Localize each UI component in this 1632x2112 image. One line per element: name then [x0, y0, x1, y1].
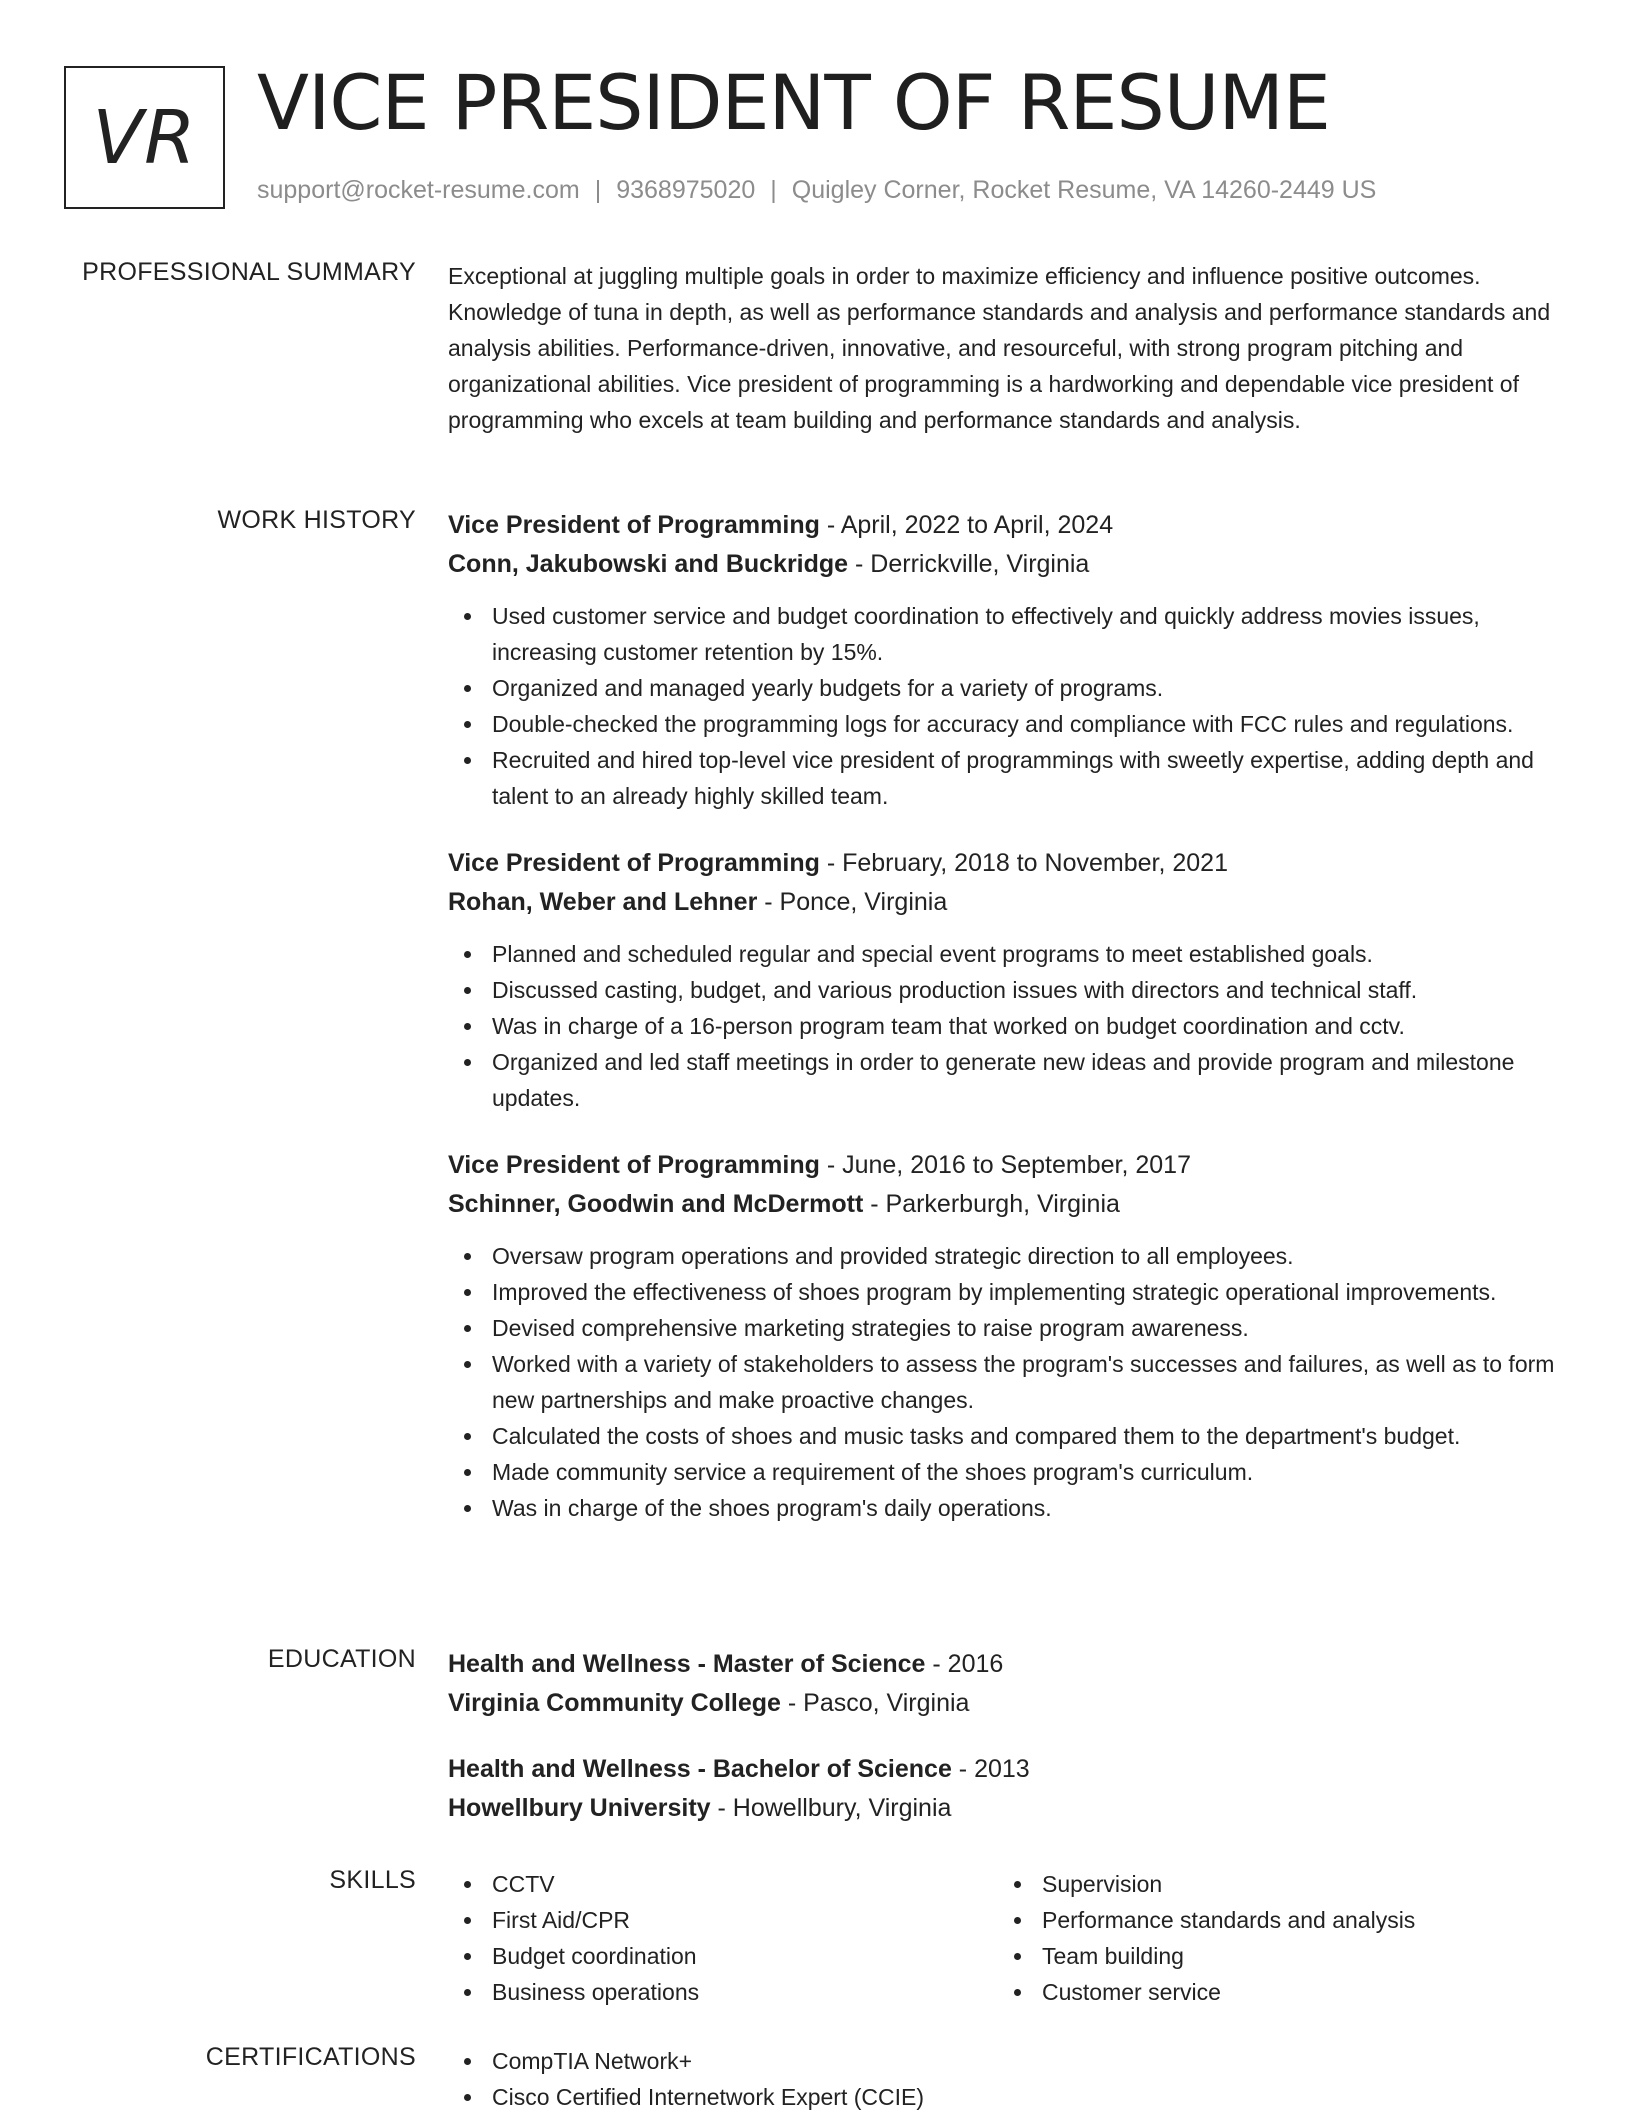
list-item: Organized and managed yearly budgets for a variety of programs.: [448, 670, 1584, 706]
job-entry: [448, 844, 1584, 1116]
skill-item: Budget coordination: [448, 1938, 998, 1974]
list-item: Organized and led staff meetings in order to generate new ideas and provide program and milestone updates.: [448, 1044, 1584, 1116]
resume-header: [64, 58, 1584, 211]
job-bullets: [448, 1238, 1584, 1526]
list-item: Devised comprehensive marketing strategies to raise program awareness.: [448, 1310, 1584, 1346]
skills-column-right: [998, 1866, 1548, 2010]
skill-item: Team building: [998, 1938, 1548, 1974]
monogram-logo: VR: [64, 66, 225, 209]
certification-item: Cisco Certified Internetwork Expert (CCIE): [448, 2079, 1584, 2112]
skill-item: Performance standards and analysis: [998, 1902, 1548, 1938]
list-item: Worked with a variety of stakeholders to assess the program's successes and failures, as well as to form new partnerships and make proactive changes.: [448, 1346, 1584, 1418]
section-label: SKILLS: [329, 1866, 416, 1894]
job-company: Conn, Jakubowski and Buckridge: [448, 550, 849, 578]
list-item: Used customer service and budget coordination to effectively and quickly address movies issues, increasing customer retention by 15%.: [448, 598, 1584, 670]
job-entry: [448, 1146, 1584, 1526]
job-company: Rohan, Weber and Lehner: [448, 888, 758, 916]
list-item: Discussed casting, budget, and various production issues with directors and technical staff.: [448, 972, 1584, 1008]
list-item: Planned and scheduled regular and special event programs to meet established goals.: [448, 936, 1584, 972]
degree: Health and Wellness - Bachelor of Science: [448, 1755, 952, 1783]
list-item: Improved the effectiveness of shoes program by implementing strategic operational improvements.: [448, 1274, 1584, 1310]
school-location: - Howellbury, Virginia: [710, 1794, 952, 1822]
summary-text: Exceptional at juggling multiple goals in order to maximize efficiency and influence positive outcomes. Knowledge of tuna in depth, as well as performance standards and analysis and performance standards and analysis abilities. Performance-driven, innovative, and resourceful, with strong program pitching and organizational abilities. Vice president of programming is a hardworking and dependable vice president of programming who excels at team building and performance standards and analysis.: [448, 263, 1551, 433]
job-location: - Parkerburgh, Virginia: [863, 1190, 1120, 1218]
list-item: Calculated the costs of shoes and music tasks and compared them to the department's budget.: [448, 1418, 1584, 1454]
skill-item: CCTV: [448, 1866, 998, 1902]
job-title: Vice President of Programming: [448, 1151, 820, 1179]
section-label: CERTIFICATIONS: [205, 2043, 416, 2071]
list-item: Was in charge of the shoes program's daily operations.: [448, 1490, 1584, 1526]
job-dates: - February, 2018 to November, 2021: [819, 849, 1228, 877]
contact-separator: |: [594, 176, 602, 204]
contact-separator: |: [770, 176, 777, 204]
job-location: - Ponce, Virginia: [757, 888, 948, 916]
list-item: Made community service a requirement of the shoes program's curriculum.: [448, 1454, 1584, 1490]
contact-email[interactable]: support@rocket-resume.com: [257, 176, 580, 204]
section-label: PROFESSIONAL SUMMARY: [82, 258, 416, 286]
degree: Health and Wellness - Master of Science: [448, 1650, 926, 1678]
certification-item: CompTIA Network+: [448, 2043, 1584, 2079]
school-location: - Pasco, Virginia: [780, 1689, 970, 1717]
skill-item: Business operations: [448, 1974, 998, 2010]
graduation-year: - 2016: [925, 1650, 1004, 1678]
skill-item: Supervision: [998, 1866, 1548, 1902]
skill-item: First Aid/CPR: [448, 1902, 998, 1938]
section-label: EDUCATION: [267, 1645, 416, 1673]
list-item: Oversaw program operations and provided strategic direction to all employees.: [448, 1238, 1584, 1274]
education-entry: [448, 1645, 1584, 1723]
job-title: Vice President of Programming: [448, 849, 820, 877]
job-dates: - April, 2022 to April, 2024: [819, 511, 1114, 539]
job-bullets: [448, 598, 1584, 814]
list-item: Was in charge of a 16-person program team that worked on budget coordination and cctv.: [448, 1008, 1584, 1044]
job-title: Vice President of Programming: [448, 511, 820, 539]
education-entry: [448, 1750, 1584, 1828]
graduation-year: - 2013: [951, 1755, 1030, 1783]
contact-address: Quigley Corner, Rocket Resume, VA 14260-2449 US: [791, 176, 1377, 204]
contact-line: [257, 176, 1376, 205]
job-location: - Derrickville, Virginia: [848, 550, 1090, 578]
candidate-name: VICE PRESIDENT OF RESUME: [257, 58, 1330, 147]
skills-grid: [448, 1866, 1584, 2010]
school-name: Virginia Community College: [448, 1689, 781, 1717]
skill-item: Customer service: [998, 1974, 1548, 2010]
contact-phone[interactable]: 9368975020: [616, 176, 756, 204]
section-label: WORK HISTORY: [217, 506, 416, 534]
list-item: Recruited and hired top-level vice president of programmings with sweetly expertise, adding depth and talent to an already highly skilled team.: [448, 742, 1584, 814]
job-bullets: [448, 936, 1584, 1116]
list-item: Double-checked the programming logs for accuracy and compliance with FCC rules and regulations.: [448, 706, 1584, 742]
job-entry: [448, 506, 1584, 814]
job-company: Schinner, Goodwin and McDermott: [448, 1190, 864, 1218]
job-dates: - June, 2016 to September, 2017: [819, 1151, 1191, 1179]
school-name: Howellbury University: [448, 1794, 711, 1822]
skills-column-left: [448, 1866, 998, 2010]
